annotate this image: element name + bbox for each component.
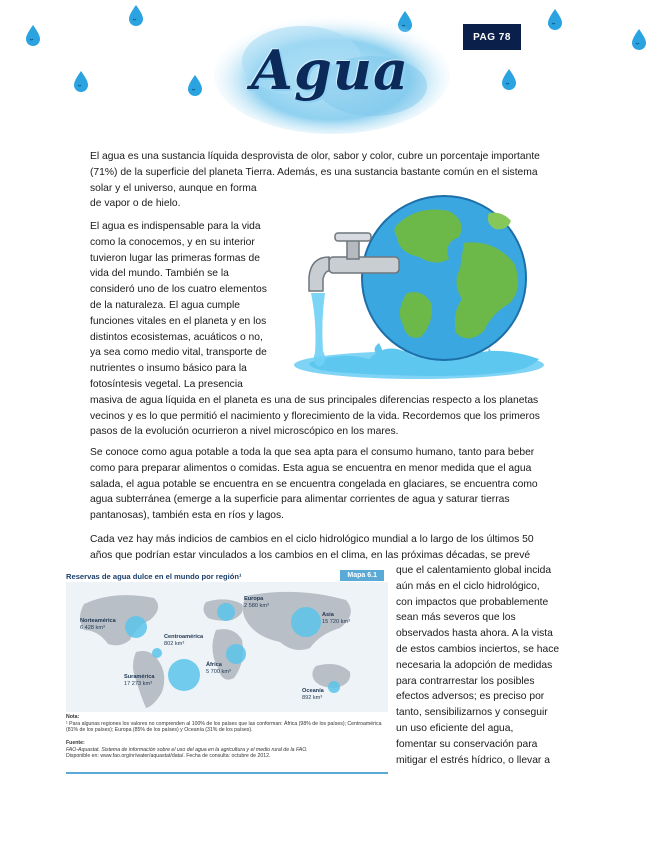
page-title: Agua <box>251 38 409 102</box>
text-line: mitigar el estrés hídrico, o llevar a <box>396 754 550 766</box>
page-number-badge: PAG 78 <box>463 24 521 50</box>
map-note: Nota: ¹ Para algunas regiones los valores no comprenden al 100% de los países que las conforman: África (98% de los países); Centroamérica (81% de los países); Europa (85% de los países) y Oceanía (31% de los países). <box>66 714 382 733</box>
text-line: tanto, sensibilizarnos y conseguir <box>396 707 548 719</box>
text-line: un uso eficiente del agua, <box>396 722 514 734</box>
map-label-suramerica: Suramérica 17 273 km³ <box>124 674 155 687</box>
text-line: tuvieron lugar las primeras formas de <box>90 252 260 264</box>
text-line: pasos de la evolución ocurrieron a nivel microscópico en los mares. <box>90 426 399 438</box>
water-drop-icon <box>186 74 204 96</box>
map-label-africa: África 5 700 km³ <box>206 662 231 675</box>
text-line: vecinos y es lo que permitió el nacimiento y florecimiento de la vida. Recordemos que los primeros <box>90 410 540 422</box>
text-line: para contrarrestar los posibles <box>396 675 535 687</box>
map-label-europa: Europa 2 580 km³ <box>244 596 269 609</box>
water-drop-icon <box>127 4 145 26</box>
text-line: como la conocemos, y en su interior <box>90 236 255 248</box>
paragraph-calentamiento-global <box>396 563 571 768</box>
text-line: observados hasta ahora. A la vista <box>396 628 553 640</box>
text-line: fomentar su conservación para <box>396 738 538 750</box>
text-line: fotosíntesis vegetal. La presencia <box>90 378 243 390</box>
text-line: aún más en el ciclo hidrológico, <box>396 580 540 592</box>
text-line: pantanosas), también esta en ríos y lagos. <box>90 510 285 522</box>
water-drop-icon <box>546 8 564 30</box>
paragraph-agua-potable <box>90 445 570 524</box>
water-drop-icon <box>630 28 648 50</box>
map-bottom-rule <box>66 772 388 774</box>
map-source-link[interactable]: Disponible en: www.fao.org/nr/water/aquastat/data/. Fecha de consulta: octubre de 2012. <box>66 753 271 759</box>
text-line: agua subterránea (emerge a la superficie para alimentar corrientes de agua y saturar tierras <box>90 494 510 506</box>
text-line: El agua es indispensable para la vida <box>90 221 261 232</box>
text-line: consideró uno de los cuatro elementos <box>90 284 267 296</box>
text-line: distintos ecosistemas, acuáticos o no, <box>90 331 263 343</box>
text-line: como para preparar alimentos o comidas. Esta agua se encuentra en menor medida que el agua <box>90 462 532 474</box>
text-line: de la naturaleza. El agua cumple <box>90 299 240 311</box>
text-line: solar y el universo, aunque en forma <box>90 182 257 194</box>
map-source: Fuente: FAO-Aquastat. Sistema de información sobre el uso del agua en la agricultura y el medio rural de la FAO. Disponible en: www.fao.org/nr/water/aquastat/data/. Fecha de consulta: octubre de 2012. <box>66 740 382 760</box>
text-line: funciones vitales en el planeta y en los <box>90 315 267 327</box>
water-drop-icon <box>500 68 518 90</box>
map-badge: Mapa 6.1 <box>340 570 384 581</box>
water-drop-icon <box>24 24 42 46</box>
freshwater-reserves-map <box>66 568 388 774</box>
text-line: con impactos que probablemente <box>396 596 549 608</box>
text-line: de estos cambios inciertos, se hace <box>396 643 560 655</box>
map-label-centroamerica: Centroamérica 802 km³ <box>164 634 204 647</box>
text-line: ya sea como medio vital, transporte de <box>90 347 267 359</box>
text-line: vida del mundo. También se la <box>90 268 229 280</box>
paragraph-ciclo-hidrologico <box>90 532 570 564</box>
text-line: salada, el agua potable se encuentra en se encuentra congelada en glaciares, se encuentra como <box>90 478 538 490</box>
map-label-norteamerica: Norteamérica 6 428 km³ <box>80 618 116 631</box>
text-line: Se conoce como agua potable a toda la que sea apta para el consumo humano, tanto para beber <box>90 447 535 458</box>
text-line: sean más severos que los <box>396 612 516 624</box>
world-map-icon <box>66 582 388 712</box>
text-line: años que podrían estar vinculados a los cambios en el clima, en las próximas décadas, se prevé <box>90 549 531 561</box>
map-label-asia: Asia 15 720 km³ <box>322 612 350 625</box>
text-line: nutrientes o insumo básico para la <box>90 363 247 375</box>
text-line: de vapor o de hielo. <box>90 198 181 210</box>
paragraph-vida <box>90 219 570 440</box>
text-line: necesaria la adopción de medidas <box>396 659 553 671</box>
text-line: El agua es una sustancia líquida desprovista de olor, sabor y color, cubre un porcentaje importante <box>90 151 540 162</box>
map-title: Reservas de agua dulce en el mundo por región¹ <box>66 572 242 581</box>
text-line: efectos adversos; es preciso por <box>396 691 545 703</box>
map-label-oceania: Oceanía 892 km³ <box>302 688 324 701</box>
water-drop-icon <box>72 70 90 92</box>
text-line: que el calentamiento global incida <box>396 565 552 576</box>
text-line: (71%) de la superficie del planeta Tierra. Además, es una sustancia bastante común en el sistema <box>90 166 538 178</box>
text-line: Cada vez hay más indicios de cambios en el ciclo hidrológico mundial a lo largo de los últimos 50 <box>90 534 534 545</box>
text-line: masiva de agua líquida en el planeta es una de sus principales diferencias respecto a los planetas <box>90 394 539 406</box>
